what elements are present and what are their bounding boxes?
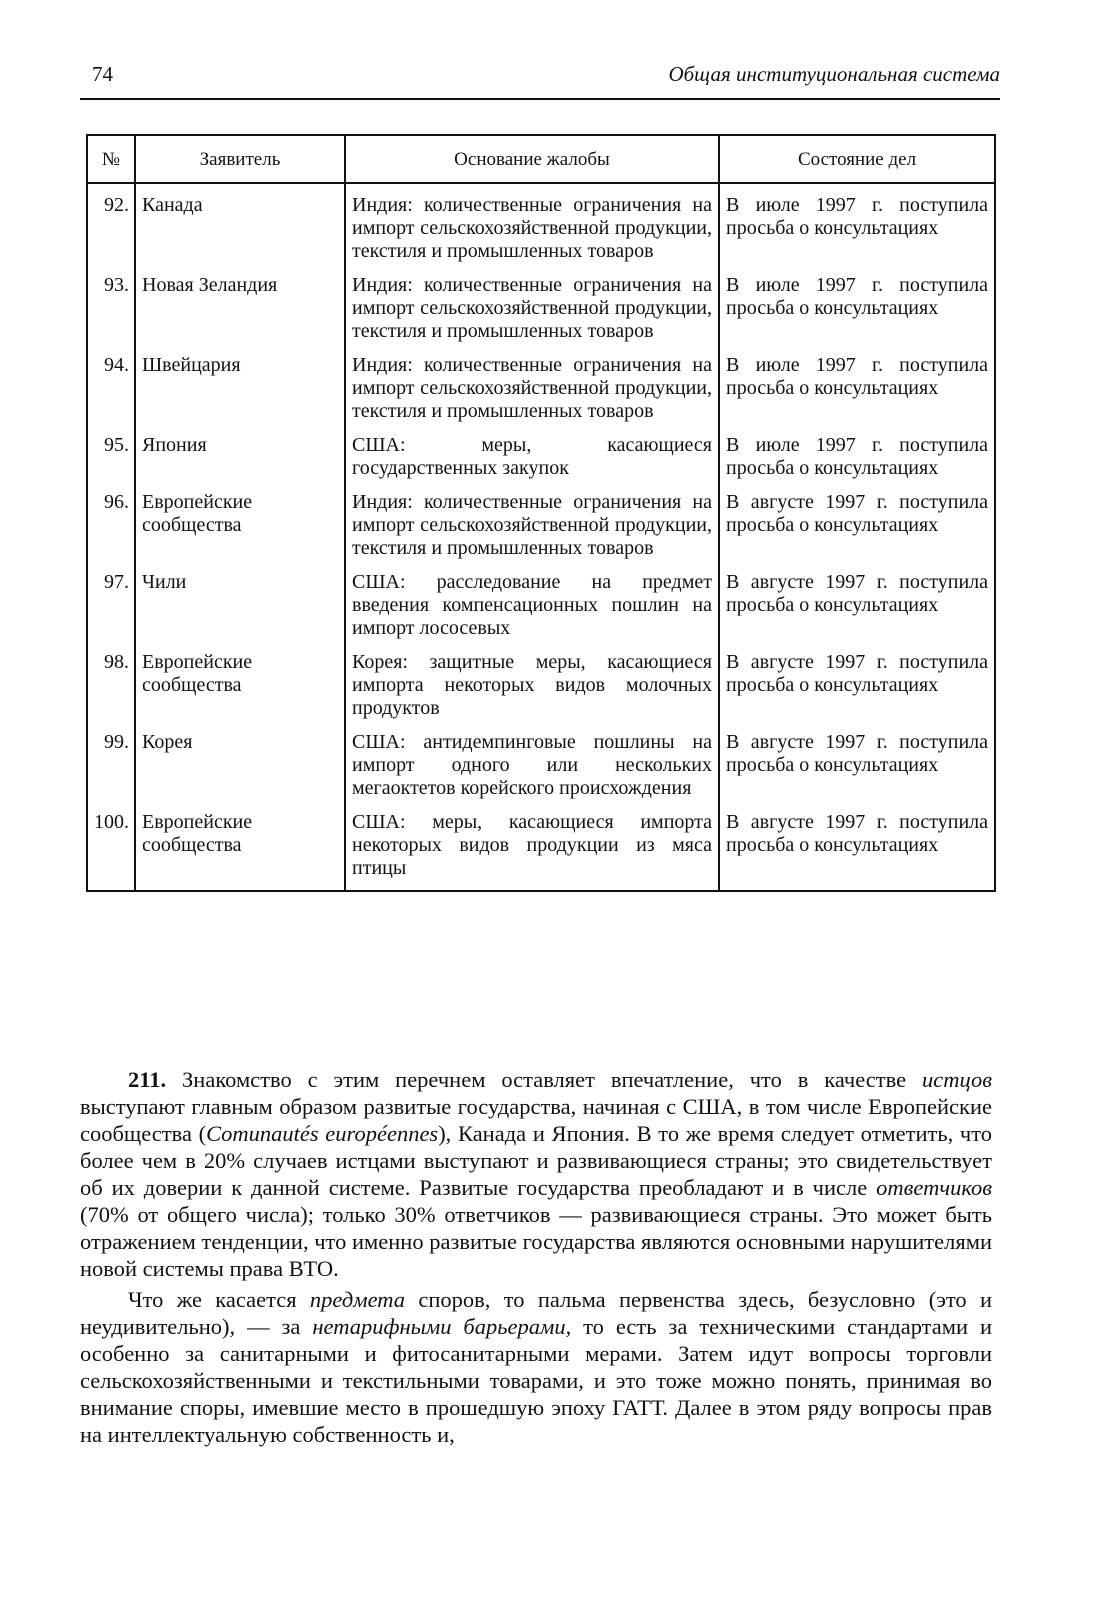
table-row — [87, 271, 995, 351]
paragraph-211 — [80, 1066, 992, 1282]
applicant: Япония — [135, 431, 345, 488]
table-row — [87, 648, 995, 728]
page-header — [80, 62, 1000, 100]
paragraph-subject — [80, 1286, 992, 1448]
table-header — [87, 135, 995, 183]
table-row — [87, 728, 995, 808]
applicant: Чили — [135, 568, 345, 648]
complaint-basis: Индия: количественные ограничения на импорт сельскохозяйственной продукции, текстиля и промышленных товаров — [345, 183, 719, 271]
case-status: В августе 1997 г. поступила просьба о консультациях — [719, 568, 995, 648]
paragraph-text: (70% от общего числа); только 30% ответчиков — развивающиеся страны. Это может быть отражением тенденции, что именно развитые государства являются основными нарушителями новой системы права ВТО. — [80, 1202, 992, 1281]
complaint-basis: США: антидемпинговые пошлины на импорт одного или нескольких мегаоктетов корейского происхождения — [345, 728, 719, 808]
table-row — [87, 431, 995, 488]
case-status: В августе 1997 г. поступила просьба о консультациях — [719, 488, 995, 568]
complaint-basis: Индия: количественные ограничения на импорт сельскохозяйственной продукции, текстиля и промышленных товаров — [345, 351, 719, 431]
paragraph-text: выступают главным образом развитые государства, начиная с США, в том числе Европейские сообщества ( — [80, 1094, 992, 1146]
applicant: Европейские сообщества — [135, 648, 345, 728]
disputes-table — [86, 134, 996, 892]
column-header-applicant: Заявитель — [135, 135, 345, 183]
paragraph-text: Знакомство с этим перечнем оставляет впечатление, что в качестве — [166, 1067, 922, 1092]
table-header-row — [87, 135, 995, 183]
running-title: Общая институциональная система — [668, 62, 1000, 86]
emphasis: нетарифными барьерами — [312, 1314, 566, 1339]
page-number: 74 — [92, 62, 113, 86]
case-number: 100. — [87, 808, 135, 891]
paragraph-text: Что же касается — [128, 1287, 310, 1312]
complaint-basis: США: расследование на предмет введения компенсационных пошлин на импорт лососевых — [345, 568, 719, 648]
table-row — [87, 808, 995, 891]
case-status: В августе 1997 г. поступила просьба о консультациях — [719, 808, 995, 891]
case-number: 95. — [87, 431, 135, 488]
case-number: 93. — [87, 271, 135, 351]
case-number: 94. — [87, 351, 135, 431]
applicant: Европейские сообщества — [135, 808, 345, 891]
complaint-basis: США: меры, касающиеся импорта некоторых видов продукции из мяса птицы — [345, 808, 719, 891]
column-header-basis: Основание жалобы — [345, 135, 719, 183]
case-number: 97. — [87, 568, 135, 648]
case-number: 92. — [87, 183, 135, 271]
emphasis: предмета — [309, 1287, 406, 1312]
case-number: 98. — [87, 648, 135, 728]
case-status: В июле 1997 г. поступила просьба о консультациях — [719, 183, 995, 271]
complaint-basis: США: меры, касающиеся государственных закупок — [345, 431, 719, 488]
emphasis: ответчиков — [876, 1175, 992, 1200]
case-status: В августе 1997 г. поступила просьба о консультациях — [719, 728, 995, 808]
column-header-status: Состояние дел — [719, 135, 995, 183]
table-row — [87, 568, 995, 648]
table-row — [87, 351, 995, 431]
complaint-basis: Индия: количественные ограничения на импорт сельскохозяйственной продукции, текстиля и промышленных товаров — [345, 271, 719, 351]
column-header-number: № — [87, 135, 135, 183]
complaint-basis: Корея: защитные меры, касающиеся импорта некоторых видов молочных продуктов — [345, 648, 719, 728]
table-row — [87, 488, 995, 568]
case-number: 96. — [87, 488, 135, 568]
table-body — [87, 183, 995, 891]
paragraph-number: 211. — [128, 1067, 167, 1092]
table-row — [87, 183, 995, 271]
paragraph-text: споров, то пальма первенства здесь, безусловно (это и неудивительно), — за — [80, 1287, 993, 1339]
emphasis: истцов — [921, 1067, 992, 1092]
complaint-basis: Индия: количественные ограничения на импорт сельскохозяйственной продукции, текстиля и промышленных товаров — [345, 488, 719, 568]
applicant: Европейские сообщества — [135, 488, 345, 568]
case-status: В июле 1997 г. поступила просьба о консультациях — [719, 351, 995, 431]
case-status: В июле 1997 г. поступила просьба о консультациях — [719, 271, 995, 351]
applicant: Новая Зеландия — [135, 271, 345, 351]
applicant: Канада — [135, 183, 345, 271]
case-status: В августе 1997 г. поступила просьба о консультациях — [719, 648, 995, 728]
applicant: Швейцария — [135, 351, 345, 431]
paragraph-text: ), Канада и Япония. В то же время следует отметить, что более чем в 20% случаев истцами выступают и развивающиеся страны; это свидетельствует об их доверии к данной системе. Развитые государства преобладают и в числе — [80, 1121, 993, 1200]
body-text — [80, 1066, 992, 1448]
emphasis: Comunautés européennes — [206, 1121, 439, 1146]
applicant: Корея — [135, 728, 345, 808]
paragraph-text: , то есть за техническими стандартами и особенно за санитарными и фитосанитарными мерами. Затем идут вопросы торговли сельскохозяйственными и текстильными товарами, и это тоже можно понять, принимая во внимание споры, имевшие место в прошедшую эпоху ГАТТ. Далее в этом ряду вопросы прав на интеллектуальную собственность и, — [80, 1314, 993, 1447]
case-status: В июле 1997 г. поступила просьба о консультациях — [719, 431, 995, 488]
case-number: 99. — [87, 728, 135, 808]
